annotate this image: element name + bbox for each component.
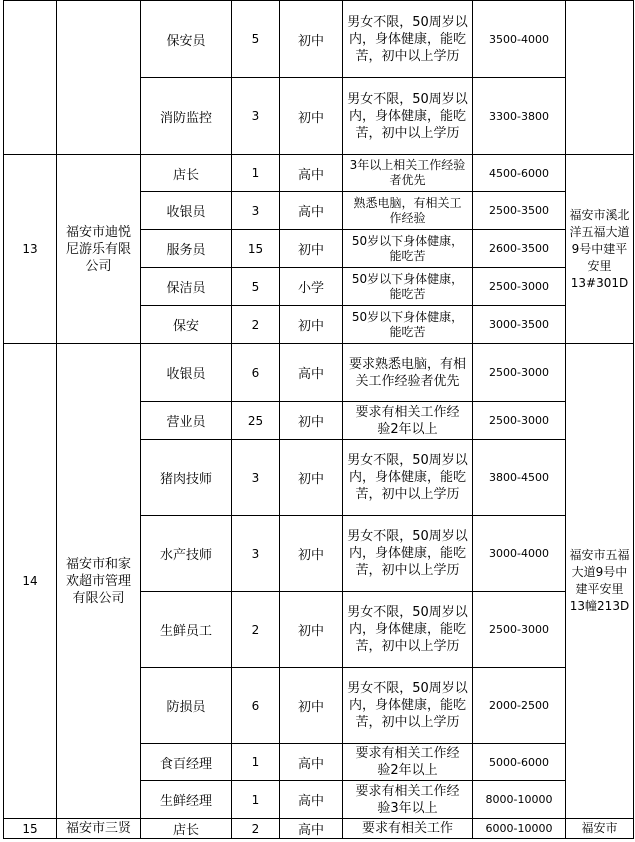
requirement-text: 男女不限，50周岁以内，身体健康，能吃苦，初中以上学历 xyxy=(347,681,468,730)
education-cell: 初中 xyxy=(280,78,343,155)
requirement-cell xyxy=(343,440,473,516)
count-cell: 6 xyxy=(232,668,280,744)
education-cell: 高中 xyxy=(280,781,343,819)
requirement-cell xyxy=(343,155,473,192)
address-cell xyxy=(566,155,634,344)
requirement-cell xyxy=(343,78,473,155)
salary-cell: 2500-3000 xyxy=(473,592,566,668)
company-number-cell: 14 xyxy=(4,344,57,819)
salary-cell: 2500-3000 xyxy=(473,402,566,440)
table-row xyxy=(4,1,634,78)
requirement-cell xyxy=(343,230,473,268)
education-cell: 初中 xyxy=(280,402,343,440)
salary-cell: 2500-3500 xyxy=(473,192,566,230)
position-cell: 保安员 xyxy=(141,1,232,78)
requirement-text: 男女不限，50周岁以内，身体健康，能吃苦，初中以上学历 xyxy=(347,91,468,141)
company-name-text: 福安市迪悦尼游乐有限公司 xyxy=(65,224,131,274)
salary-cell: 5000-6000 xyxy=(473,744,566,781)
count-cell: 1 xyxy=(232,744,280,781)
address-cell xyxy=(566,1,634,155)
requirement-text: 男女不限，50周岁以内，身体健康，能吃苦，初中以上学历 xyxy=(347,605,468,654)
salary-cell: 3500-4000 xyxy=(473,1,566,78)
salary-cell: 3000-3500 xyxy=(473,306,566,344)
company-name-cell xyxy=(57,155,141,344)
requirement-text: 熟悉电脑，有相关工作经验 xyxy=(353,195,462,225)
position-cell: 猪肉技师 xyxy=(141,440,232,516)
address-text: 福安市溪北洋五福大道9号中建平安里13#301D xyxy=(569,207,630,290)
company-name-cell: 福安市三贤 xyxy=(57,819,141,839)
position-cell: 店长 xyxy=(141,819,232,839)
count-cell: 5 xyxy=(232,1,280,78)
count-cell: 2 xyxy=(232,819,280,839)
requirement-text: 50岁以下身体健康，能吃苦 xyxy=(351,271,464,301)
requirement-text: 50岁以下身体健康，能吃苦 xyxy=(351,233,464,263)
table-row xyxy=(4,155,634,192)
position-cell: 收银员 xyxy=(141,192,232,230)
position-cell: 生鲜员工 xyxy=(141,592,232,668)
position-cell: 服务员 xyxy=(141,230,232,268)
requirement-cell: 要求有相关工作 xyxy=(343,819,473,839)
company-number-cell xyxy=(4,1,57,155)
company-name-cell xyxy=(57,1,141,155)
education-cell: 初中 xyxy=(280,592,343,668)
requirement-text: 要求有相关工作经验2年以上 xyxy=(355,746,460,778)
salary-cell: 3300-3800 xyxy=(473,78,566,155)
count-cell: 5 xyxy=(232,268,280,306)
requirement-cell xyxy=(343,268,473,306)
count-cell: 3 xyxy=(232,78,280,155)
requirement-text: 50岁以下身体健康，能吃苦 xyxy=(351,309,464,339)
requirement-text: 要求熟悉电脑，有相关工作经验者优先 xyxy=(348,356,466,389)
position-cell: 食百经理 xyxy=(141,744,232,781)
position-cell: 收银员 xyxy=(141,344,232,402)
count-cell: 6 xyxy=(232,344,280,402)
requirement-cell xyxy=(343,668,473,744)
count-cell: 3 xyxy=(232,192,280,230)
education-cell: 高中 xyxy=(280,155,343,192)
requirement-cell xyxy=(343,781,473,819)
requirement-cell xyxy=(343,592,473,668)
salary-cell: 8000-10000 xyxy=(473,781,566,819)
education-cell: 初中 xyxy=(280,668,343,744)
position-cell: 生鲜经理 xyxy=(141,781,232,819)
table-row xyxy=(4,344,634,402)
requirement-cell xyxy=(343,402,473,440)
requirement-text: 男女不限，50周岁以内，身体健康，能吃苦，初中以上学历 xyxy=(347,14,468,64)
count-cell: 2 xyxy=(232,592,280,668)
salary-cell: 2600-3500 xyxy=(473,230,566,268)
salary-cell: 6000-10000 xyxy=(473,819,566,839)
address-cell xyxy=(566,344,634,819)
requirement-cell xyxy=(343,192,473,230)
requirement-cell xyxy=(343,516,473,592)
requirement-cell xyxy=(343,1,473,78)
education-cell: 高中 xyxy=(280,192,343,230)
requirement-text: 男女不限，50周岁以内，身体健康，能吃苦，初中以上学历 xyxy=(347,529,468,578)
count-cell: 1 xyxy=(232,155,280,192)
count-cell: 1 xyxy=(232,781,280,819)
requirement-text: 要求有相关工作经验2年以上 xyxy=(355,404,460,437)
position-cell: 消防监控 xyxy=(141,78,232,155)
salary-cell: 4500-6000 xyxy=(473,155,566,192)
education-cell: 初中 xyxy=(280,306,343,344)
education-cell: 小学 xyxy=(280,268,343,306)
count-cell: 3 xyxy=(232,516,280,592)
education-cell: 初中 xyxy=(280,440,343,516)
education-cell: 初中 xyxy=(280,230,343,268)
job-listings-table xyxy=(3,0,634,839)
education-cell: 初中 xyxy=(280,516,343,592)
position-cell: 保洁员 xyxy=(141,268,232,306)
address-text: 福安市五福大道9号中建平安里13幢213D xyxy=(569,548,630,613)
position-cell: 防损员 xyxy=(141,668,232,744)
position-cell: 营业员 xyxy=(141,402,232,440)
table-row xyxy=(4,819,634,839)
position-cell: 保安 xyxy=(141,306,232,344)
count-cell: 25 xyxy=(232,402,280,440)
requirement-text: 要求有相关工作经验3年以上 xyxy=(355,783,460,816)
requirement-text: 男女不限，50周岁以内，身体健康，能吃苦，初中以上学历 xyxy=(347,453,468,502)
company-number-cell: 15 xyxy=(4,819,57,839)
education-cell: 初中 xyxy=(280,1,343,78)
salary-cell: 2500-3000 xyxy=(473,268,566,306)
education-cell: 高中 xyxy=(280,344,343,402)
salary-cell: 2500-3000 xyxy=(473,344,566,402)
count-cell: 2 xyxy=(232,306,280,344)
salary-cell: 3000-4000 xyxy=(473,516,566,592)
position-cell: 水产技师 xyxy=(141,516,232,592)
requirement-text: 3年以上相关工作经验者优先 xyxy=(349,158,466,187)
salary-cell: 2000-2500 xyxy=(473,668,566,744)
address-cell: 福安市 xyxy=(566,819,634,839)
requirement-cell xyxy=(343,744,473,781)
education-cell: 高中 xyxy=(280,819,343,839)
count-cell: 3 xyxy=(232,440,280,516)
count-cell: 15 xyxy=(232,230,280,268)
requirement-cell xyxy=(343,306,473,344)
position-cell: 店长 xyxy=(141,155,232,192)
company-name-cell xyxy=(57,344,141,819)
company-number-cell: 13 xyxy=(4,155,57,344)
education-cell: 高中 xyxy=(280,744,343,781)
company-name-text: 福安市和家欢超市管理有限公司 xyxy=(65,556,131,606)
requirement-cell xyxy=(343,344,473,402)
salary-cell: 3800-4500 xyxy=(473,440,566,516)
